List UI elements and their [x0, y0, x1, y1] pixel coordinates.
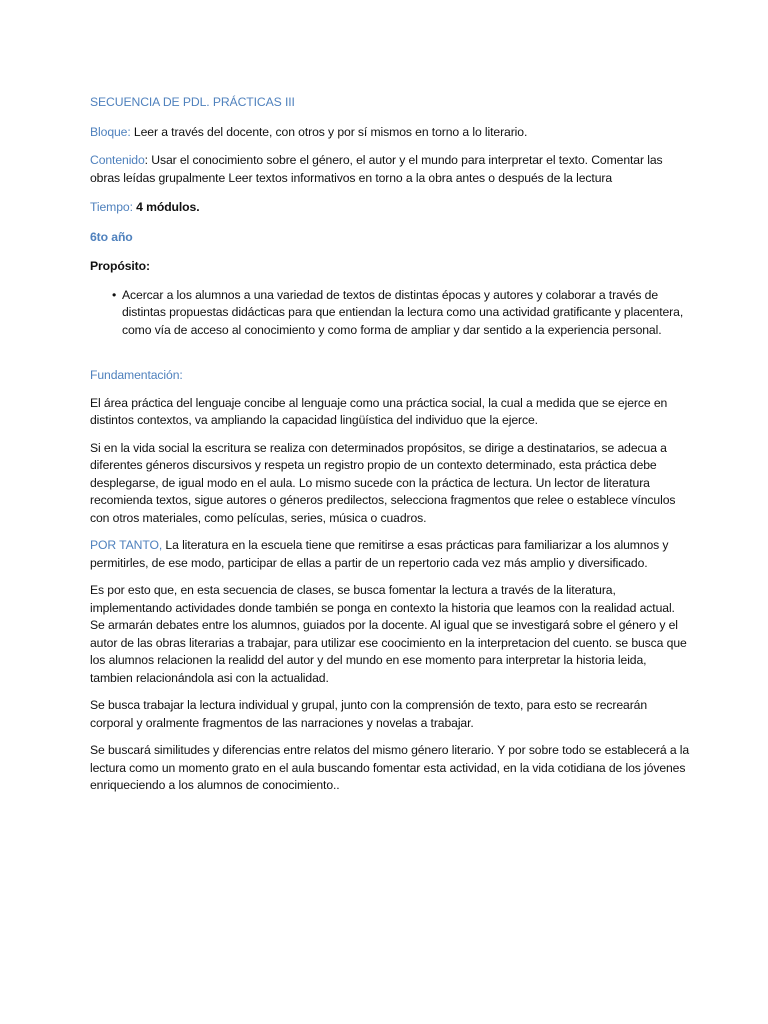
proposito-list	[90, 287, 690, 340]
bloque-label: Bloque:	[90, 124, 131, 139]
proposito-label: Propósito:	[90, 259, 150, 273]
por-tanto-text: La literatura en la escuela tiene que remitirse a esas prácticas para familiarizar a los alumnos y permitirles, de ese modo, participar de ellas a partir de un repertorio cada vez más amplio y diversificado.	[90, 538, 669, 570]
paragraph: Se busca trabajar la lectura individual y grupal, junto con la comprensión de texto, para esto se recrearán corporal y oralmente fragmentos de las narraciones y novelas a trabajar.	[90, 698, 648, 730]
fundamentacion-title: Fundamentación:	[90, 368, 183, 382]
paragraph: Se buscará similitudes y diferencias entre relatos del mismo género literario. Y por sobre todo se establecerá a la lectura como un momento grato en el aula buscando fomentar esta actividad, en la vida cotidiana de los jóvenes enriqueciendo a los alumnos de conocimiento..	[90, 743, 690, 792]
tiempo-line	[90, 199, 690, 217]
tiempo-text: 4 módulos.	[132, 200, 200, 214]
proposito-item-text: Acercar a los alumnos a una variedad de textos de distintas épocas y autores y colaborar a través de distintas propuestas didácticas para que entiendan la lectura como una actividad gratificante y placentera, como vía de acceso al conocimiento y como forma de ampliar y dar sentido a la experiencia personal.	[122, 287, 684, 337]
anio-heading: 6to año	[90, 229, 133, 244]
paragraph: Es por esto que, en esta secuencia de clases, se busca fomentar la lectura a través de la literatura, implementando actividades donde también se ponga en contexto la historia que leamos con la realidad actual. Se armarán debates entre los alumnos, guiados por la docente. Al igual que se investigará sobre el género y el autor de las obras literarias a trabajar, para utilizar ese coocimiento en la interpretacion del cuento. se busca que los alumnos relacionen la realidd del autor y del mundo en ese momento para interpretar la historia leida, tambien relacionándola asi con la actualidad.	[90, 583, 687, 685]
contenido-colon: :	[144, 153, 148, 167]
paragraph: Si en la vida social la escritura se realiza con determinados propósitos, se dirige a destinatarios, se adecua a diferentes géneros discursivos y respeta un registro propio de un contexto determinado, esta práctica debe desplegarse, de igual modo en el aula. Lo mismo sucede con la práctica de lectura. Un lector de literatura recomienda textos, sigue autores o géneros predilectos, selecciona fragmentos que relee o establece vínculos con otros materiales, como películas, series, música o cuadros.	[90, 440, 676, 525]
contenido-text: Usar el conocimiento sobre el género, el autor y el mundo para interpretar el texto. Comentar las obras leídas grupalmente Leer textos informativos en torno a la obra antes o después de la lectura	[90, 153, 663, 185]
contenido-line	[90, 152, 690, 187]
document-title: SECUENCIA DE PDL. PRÁCTICAS III	[90, 95, 295, 109]
document-page	[90, 94, 690, 805]
bullet-icon: •	[112, 287, 117, 302]
bloque-line	[90, 124, 690, 142]
list-item	[90, 287, 690, 340]
bloque-text: Leer a través del docente, con otros y por sí mismos en torno a lo literario.	[130, 124, 528, 139]
paragraph: El área práctica del lenguaje concibe al lenguaje como una práctica social, la cual a medida que se ejerce en distintos contextos, va ampliando la capacidad lingüística del individuo que la ejerce.	[90, 395, 668, 427]
por-tanto-paragraph	[90, 537, 690, 572]
por-tanto-label: POR TANTO,	[90, 538, 163, 552]
tiempo-label: Tiempo:	[90, 200, 133, 214]
contenido-label: Contenido	[90, 153, 145, 167]
